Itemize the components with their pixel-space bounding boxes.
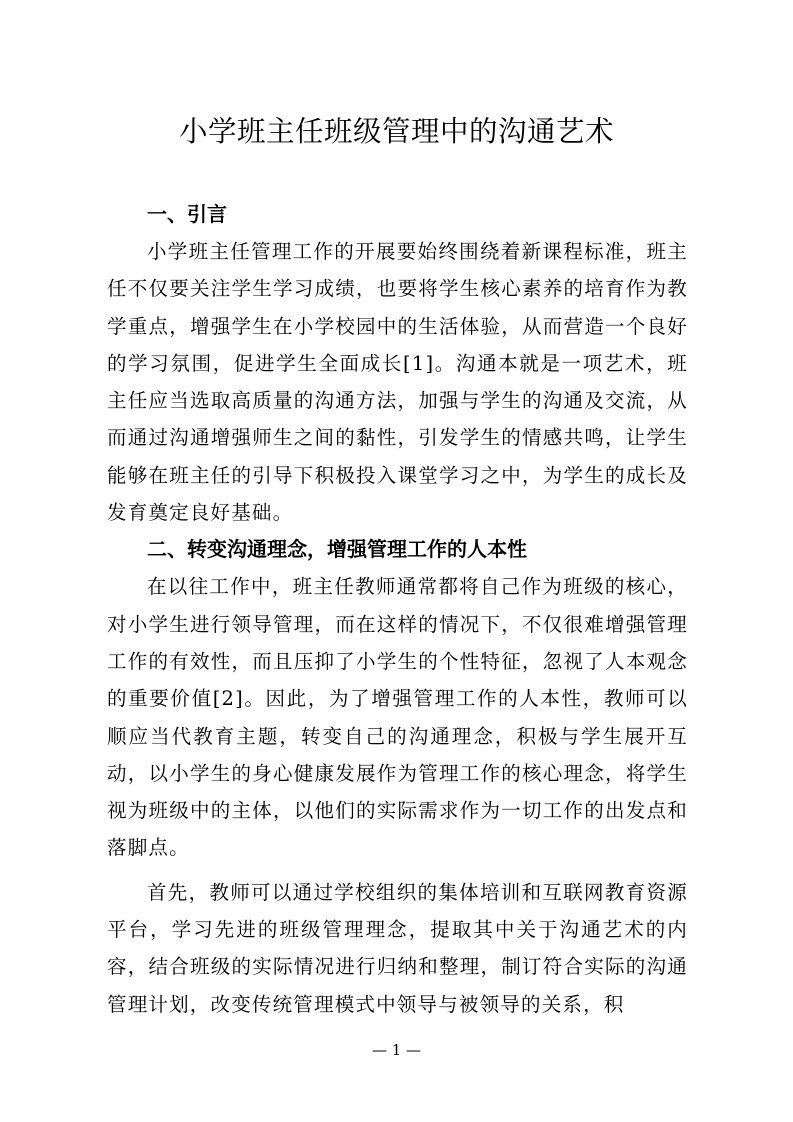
paragraph: 首先，教师可以通过学校组织的集体培训和互联网教育资源平台，学习先进的班级管理理念，提取其中关于沟通艺术的内容，结合班级的实际情况进行归纳和整理，制订符合实际的沟通管理计划，改变传统管理模式中领导与被领导的关系，积 <box>107 880 688 1016</box>
paragraph-gap <box>107 867 688 874</box>
page-number: — 1 — <box>371 1041 422 1059</box>
document-title: 小学班主任班级管理中的沟通艺术 <box>178 115 614 148</box>
document-body <box>107 196 688 1023</box>
paragraph: 在以往工作中，班主任教师通常都将自己作为班级的核心，对小学生进行领导管理，而在这样的情况下，不仅很难增强管理工作的有效性，而且压抑了小学生的个性特征，忽视了人本观念的重要价值[2]。因此，为了增强管理工作的人本性，教师可以顺应当代教育主题，转变自己的沟通理念，积极与学生展开互动，以小学生的身心健康发展作为管理工作的核心理念，将学生视为班级中的主体，以他们的实际需求作为一切工作的出发点和落脚点。 <box>107 575 688 860</box>
paragraph: 小学班主任管理工作的开展要始终围绕着新课程标准，班主任不仅要关注学生学习成绩，也要将学生核心素养的培育作为教学重点，增强学生在小学校园中的生活体验，从而营造一个良好的学习氛围，促进学生全面成长[1]。沟通本就是一项艺术，班主任应当选取高质量的沟通方法，加强与学生的沟通及交流，从而通过沟通增强师生之间的黏性，引发学生的情感共鸣，让学生能够在班主任的引导下积极投入课堂学习之中，为学生的成长及发育奠定良好基础。 <box>107 240 688 525</box>
section-heading-communication-concept: 二、转变沟通理念，增强管理工作的人本性 <box>147 537 527 562</box>
section-heading-introduction: 一、引言 <box>147 202 227 226</box>
